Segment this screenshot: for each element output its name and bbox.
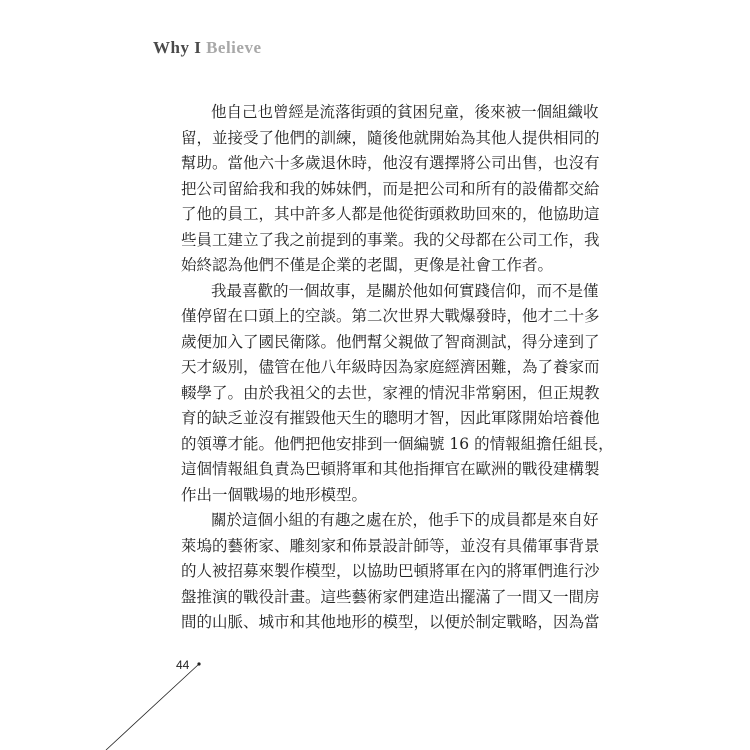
text-line: 關於這個小組的有趣之處在於，他手下的成員都是來自好 [211,511,599,529]
text-line: 輟學了。由於我祖父的去世，家裡的情況非常窮困，但正規教 [181,383,600,402]
text-line: 了他的員工，其中許多人都是他從街頭救助回來的，他協助這 [181,205,600,223]
diagonal-rule [106,664,199,750]
text-line: 他自己也曾經是流落街頭的貧困兒童，後來被一個組織收 [211,103,599,121]
text-line: 僅停留在口頭上的空談。第二次世界大戰爆發時，他才二十多 [181,307,600,325]
text-line: 留，並接受了他們的訓練，隨後他就開始為其他人提供相同的 [181,128,600,147]
header-title-accent: Believe [201,38,262,57]
text-line: 這個情報組負責為巴頓將軍和其他指揮官在歐洲的戰役建構製 [181,460,600,478]
text-line: 天才級別，儘管在他八年級時因為家庭經濟困難，為了養家而 [181,358,600,376]
text-line: 始終認為他們不僅是企業的老闆，更像是社會工作者。 [181,256,554,274]
text-line: 的人被招募來製作模型，以協助巴頓將軍在內的將軍們進行沙 [181,562,600,580]
text-line: 幫助。當他六十多歲退休時，他沒有選擇將公司出售，也沒有 [181,154,600,172]
rule-dot [197,662,200,665]
text-line: 作出一個戰場的地形模型。 [181,485,368,504]
text-line: 我最喜歡的一個故事，是關於他如何實踐信仰，而不是僅 [211,281,599,300]
text-line: 間的山脈、城市和其他地形的模型，以便於制定戰略，因為當 [181,613,600,631]
text-line: 歲便加入了國民衛隊。他們幫父親做了智商測試，得分達到了 [181,332,600,351]
page-number: 44 [176,658,190,672]
text-line: 把公司留給我和我的姊妹們，而是把公司和所有的設備都交給 [181,179,600,198]
text-line: 盤推演的戰役計畫。這些藝術家們建造出擺滿了一間又一間房 [181,587,600,606]
text-line: 些員工建立了我之前提到的事業。我的父母都在公司工作，我 [181,230,600,249]
text-line: 育的缺乏並沒有摧毀他天生的聰明才智，因此軍隊開始培養他 [181,409,600,427]
header-title-main: Why I [153,38,202,57]
text-line: 的領導才能。他們把他安排到一個編號 16 的情報組擔任組長， [181,434,614,453]
text-line: 萊塢的藝術家、雕刻家和佈景設計師等，並沒有具備軍事背景 [181,536,600,555]
